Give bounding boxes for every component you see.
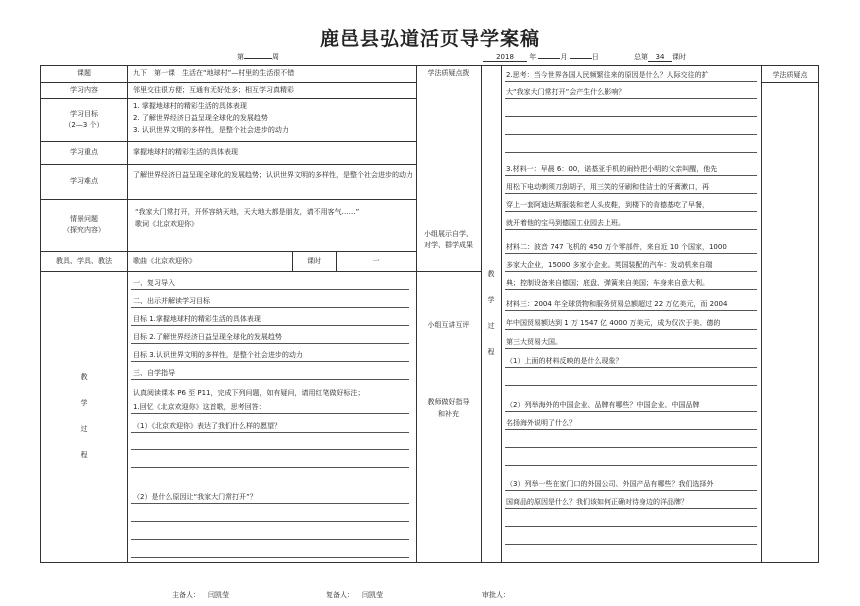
year-value: 2018 [483, 53, 527, 62]
mid-note: 和补充 [438, 410, 459, 418]
shenpi-field [482, 590, 510, 600]
right-line: （2）列举海外的中国企业、品牌有哪些？中国企业、中国品牌 [506, 401, 700, 409]
right-line: 3.材料一：早晨 6：00，诺基亚手机的闹铃把小明的父亲叫醒，他先 [506, 165, 718, 173]
jiaoju-value: 歌曲《北京欢迎你》 [133, 257, 196, 265]
process-line: 目标 3.认识世界文明的多样性，是整个社会进步的动力 [133, 351, 303, 359]
mid-note: 小组互讲互评 [427, 321, 470, 329]
day-label: 日 [591, 53, 599, 61]
mubiao-count-label: （2—3 个） [64, 121, 104, 129]
qingjing-sub-label: （探究内容） [63, 226, 105, 234]
right-line: 材料二：波音 747 飞机的 450 万个零部件，来自近 10 个国家，1000 [506, 243, 727, 251]
fubei-field [326, 590, 383, 600]
date-field [483, 52, 599, 62]
right-line: 名扬海外说明了什么？ [506, 419, 576, 427]
total-suffix: 课时 [672, 53, 686, 61]
shenpi-label: 审批人： [482, 591, 510, 599]
year-label: 年 [529, 53, 537, 61]
day-value [570, 58, 592, 59]
process-line: 二、出示并解读学习目标 [133, 297, 210, 305]
right-line: 大“我家大门常打开”会产生什么影响？ [506, 88, 626, 96]
total-prefix: 总第 [634, 53, 648, 61]
right-line: 年中国贸易额达到 1 万 1547 亿 4000 万美元，成为仅次于美、德的 [506, 319, 721, 327]
lesson-plan-table [40, 65, 819, 563]
right-line: 材料三：2004 年全球货物和服务贸易总额超过 22 万亿美元，而 2004 [506, 300, 728, 308]
mubiao-label: 学习目标 [70, 110, 98, 118]
month-label: 月 [560, 53, 568, 61]
right-jiaoxue-char-3: 过 [487, 322, 495, 330]
right-line: 用松下电动剃须刀刮胡子，用三笑的牙刷和佳洁士的牙膏漱口，再 [506, 183, 709, 191]
week-prefix: 第 [237, 53, 244, 61]
fubei-label: 复备人： [326, 591, 354, 599]
right-line: 就开着他的宝马到德国工业园去上班。 [506, 219, 625, 227]
zhubei-field [172, 590, 229, 600]
zhubei-label: 主备人： [172, 591, 200, 599]
neirong-value: 邻里交往很方便；互通有无好处多；相互学习真精彩 [133, 86, 294, 94]
jiaoxue-char-2: 学 [80, 399, 88, 407]
process-line: （1）《北京欢迎你》表达了我们什么样的愿望？ [133, 422, 281, 430]
right-line: 第三大贸易大国。 [506, 338, 562, 346]
keshi-value: 一 [372, 257, 380, 265]
qingjing-song: 歌词《北京欢迎你》 [135, 220, 198, 228]
process-line: （2）是什么原因让“我家大门常打开”？ [133, 493, 257, 501]
zhiyi-header: 学法质疑点拨 [427, 69, 470, 77]
keshi-label: 课时 [307, 257, 321, 265]
month-value [538, 58, 560, 59]
jiaoju-label: 教具、学具、教法 [56, 257, 112, 265]
right-line: （1）上面的材料反映的是什么现象？ [506, 357, 623, 365]
jiaoxue-char-4: 程 [80, 451, 88, 459]
neirong-label: 学习内容 [70, 86, 98, 94]
mid-note: 小组展示自学、 [424, 230, 473, 238]
jiaoxue-char-3: 过 [80, 425, 88, 433]
right-line: 2.思考：当今世界各国人民频繁往来的原因是什么？人际交往的扩 [506, 71, 709, 79]
right-jiaoxue-char-4: 程 [487, 348, 495, 356]
mubiao-item: 1. 掌握地球村的精彩生活的具体表现 [133, 102, 247, 110]
zhiyi-header-right: 学法质疑点 [772, 71, 808, 79]
fubei-value: 闫凯莹 [362, 591, 383, 599]
right-line: （3）列举一些在家门口的外国公司、外国产品有哪些？我们选择外 [506, 480, 714, 488]
right-jiaoxue-char-1: 教 [487, 270, 495, 278]
total-field [634, 52, 686, 62]
process-line: 目标 1.掌握地球村的精彩生活的具体表现 [133, 315, 261, 323]
mubiao-item: 2. 了解世界经济日益呈现全球化的发展趋势 [133, 114, 268, 122]
nandian-value: 了解世界经济日益呈现全球化的发展趋势；认识世界文明的多样性，是整个社会进步的动力 [133, 171, 413, 179]
zhongdian-label: 学习重点 [70, 148, 98, 156]
qingjing-lyrics: “我家大门常打开，开怀容纳天地，天大地大都是朋友，请不用客气……” [135, 208, 360, 216]
mid-note: 教师做好指导 [427, 398, 470, 406]
process-line: 1.回忆《北京欢迎你》这首歌，思考回答： [133, 403, 266, 411]
week-field [237, 52, 279, 62]
keti-value: 九下 第一课 生活在“地球村”—村里的生活很不错 [133, 69, 295, 77]
jiaoxue-char-1: 教 [80, 373, 88, 381]
week-value [244, 58, 272, 59]
process-line: 认真阅读课本 P6 至 P11，完成下列问题，如有疑问，请用红笔做好标注； [133, 389, 365, 397]
right-line: 典；控制设备来自德国；底盘、弹簧来自美国；车身来自意大利。 [506, 279, 709, 287]
right-jiaoxue-char-2: 学 [487, 296, 495, 304]
right-line: 多家大企业，15000 多家小企业。英国装配的汽车：发动机来自瑞 [506, 261, 713, 269]
process-line: 一、复习导入 [133, 279, 175, 287]
right-line: 国商品的原因是什么？我们该如何正确对待身边的洋品牌？ [506, 498, 688, 506]
right-line: 穿上一套阿迪达斯服装和老人头皮鞋，到楼下的肯德基吃了早餐， [506, 201, 709, 209]
mid-note: 对学、群学成果 [424, 241, 473, 249]
process-line: 目标 2.了解世界经济日益呈现全球化的发展趋势 [133, 333, 282, 341]
qingjing-label: 情景问题 [70, 215, 98, 223]
mubiao-item: 3. 认识世界文明的多样性，是整个社会进步的动力 [133, 126, 289, 134]
zhubei-value: 闫凯莹 [208, 591, 229, 599]
nandian-label: 学习难点 [70, 177, 98, 185]
process-line: 三、自学指导 [133, 369, 175, 377]
document-title: 鹿邑县弘道活页导学案稿 [319, 28, 540, 50]
week-suffix: 周 [272, 53, 279, 61]
total-value: 34 [648, 53, 672, 62]
keti-label: 课题 [77, 69, 91, 77]
zhongdian-value: 掌握地球村的精彩生活的具体表现 [133, 148, 238, 156]
